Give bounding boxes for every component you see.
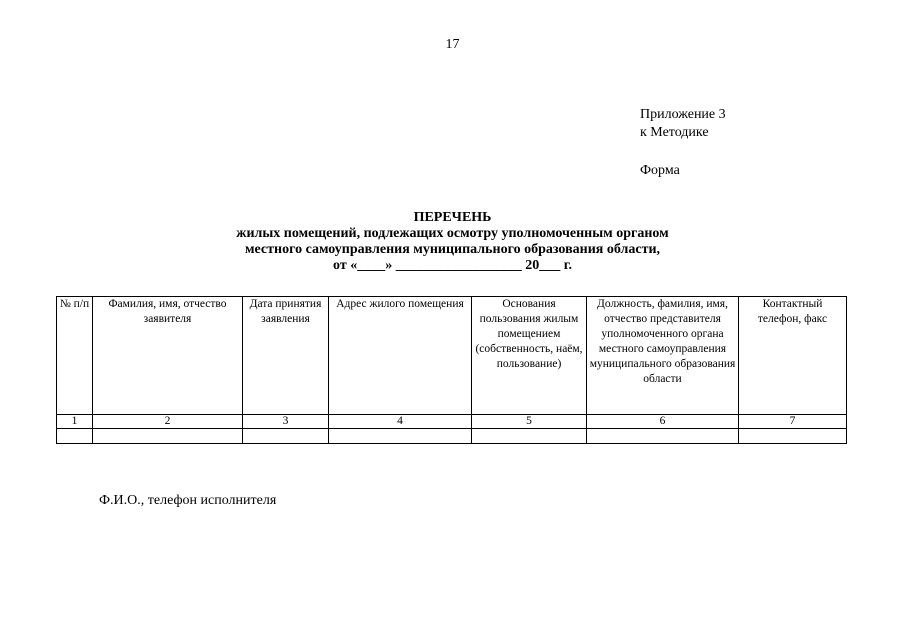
appendix-note (640, 106, 726, 180)
empty-cell (57, 429, 93, 444)
empty-cell (243, 429, 329, 444)
empty-cell (587, 429, 739, 444)
executor-label: Ф.И.О., телефон исполнителя (99, 493, 277, 508)
column-number: 1 (57, 415, 93, 429)
column-number: 6 (587, 415, 739, 429)
title-line-3: местного самоуправления муниципального образования области, (244, 242, 661, 257)
column-number: 3 (243, 415, 329, 429)
page-number: 17 (445, 37, 460, 52)
register-table (56, 296, 847, 444)
column-number: 2 (93, 415, 243, 429)
column-number: 7 (739, 415, 847, 429)
header-application-date: Дата принятия заявления (243, 297, 329, 415)
column-number: 5 (472, 415, 587, 429)
table-row (57, 429, 847, 444)
appendix-line-2: к Методике (640, 125, 709, 140)
document-title (0, 210, 905, 274)
header-address: Адрес жилого помещения (329, 297, 472, 415)
column-number-row (57, 415, 847, 429)
title-line-2: жилых помещений, подлежащих осмотру уполномоченным органом (236, 226, 669, 241)
header-number: № п/п (57, 297, 93, 415)
empty-cell (472, 429, 587, 444)
header-applicant-name: Фамилия, имя, отчество заявителя (93, 297, 243, 415)
column-number: 4 (329, 415, 472, 429)
empty-cell (329, 429, 472, 444)
form-label: Форма (640, 163, 680, 178)
appendix-line-1: Приложение 3 (640, 107, 726, 122)
empty-cell (739, 429, 847, 444)
empty-cell (93, 429, 243, 444)
header-representative: Должность, фамилия, имя, отчество представителя уполномоченного органа местного самоуправления муниципального образования области (587, 297, 739, 415)
title-line-1: ПЕРЕЧЕНЬ (413, 210, 492, 225)
header-usage-basis: Основания пользования жилым помещением (собственность, наём, пользование) (472, 297, 587, 415)
table-header-row (57, 297, 847, 415)
header-contact-phone: Контактный телефон, факс (739, 297, 847, 415)
title-line-4: от «____» __________________ 20___ г. (333, 258, 572, 273)
